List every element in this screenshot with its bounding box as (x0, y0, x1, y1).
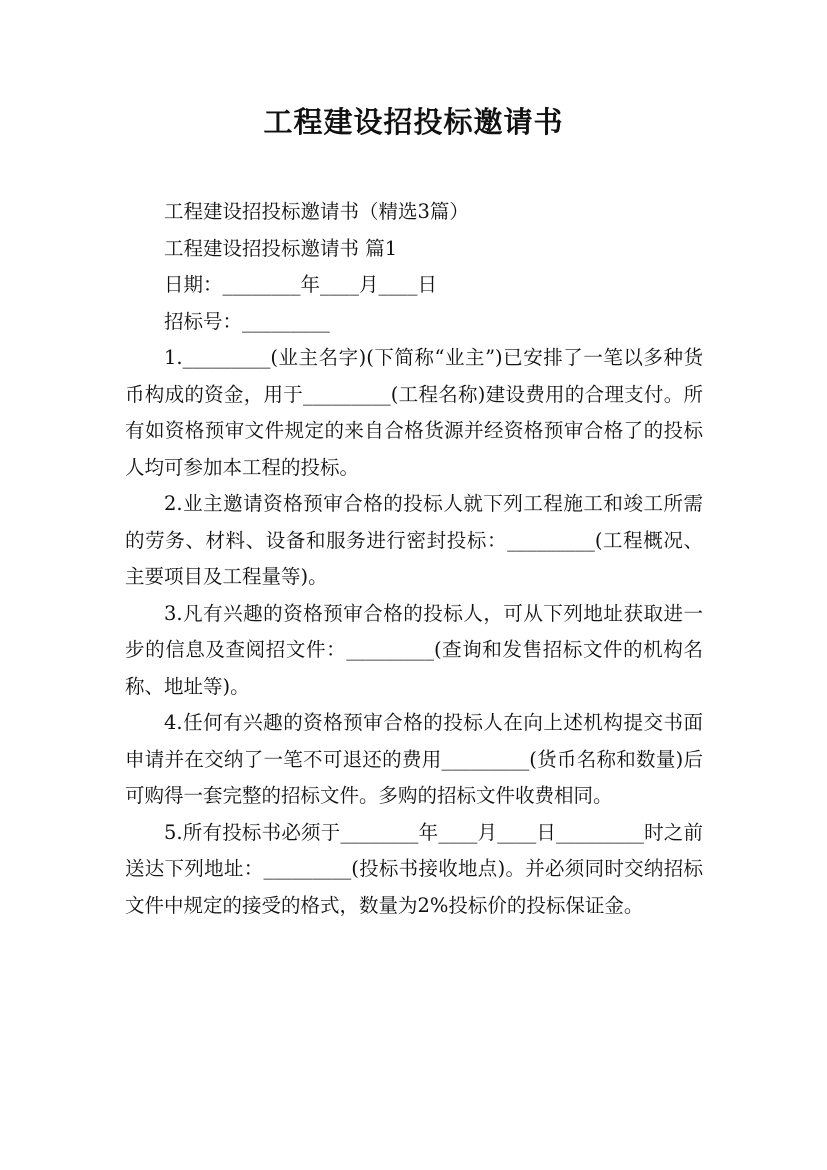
paragraph-5: 5.所有投标书必须于________年____月____日_________时之前送达下列地址：_________(投标书接收地点)。并必须同时交纳招标文件中规定的接受的格式，数量为2%投标价的投标保证金。 (125, 820, 703, 917)
date-line: 日期：________年____月____日 (164, 273, 438, 296)
tender-number-line: 招标号：_________ (164, 309, 330, 333)
paragraph-3: 3.凡有兴趣的资格预审合格的投标人，可从下列地址获取进一步的信息及查阅招文件：_________(查询和发售招标文件的机构名称、地址等)。 (125, 601, 703, 698)
paragraph-4: 4.任何有兴趣的资格预审合格的投标人在向上述机构提交书面申请并在交纳了一笔不可退还的费用_________(货币名称和数量)后可购得一套完整的招标文件。多购的招标文件收费相同。 (125, 711, 703, 807)
section-heading: 工程建设招投标邀请书 篇1 (164, 236, 398, 260)
paragraph-1: 1._________(业主名字)(下简称“业主”)已安排了一笔以多种货币构成的资金，用于_________(工程名称)建设费用的合理支付。所有如资格预审文件规定的来自合格货源并经资格预审合格了的投标人均可参加本工程的投标。 (125, 346, 703, 479)
paragraph-2: 2.业主邀请资格预审合格的投标人就下列工程施工和竣工所需的劳务、材料、设备和服务进行密封投标：_________(工程概况、主要项目及工程量等)。 (125, 492, 703, 588)
document-title: 工程建设招投标邀请书 (263, 105, 564, 139)
subtitle-line: 工程建设招投标邀请书（精选3篇） (164, 200, 469, 223)
document-body (125, 194, 703, 924)
